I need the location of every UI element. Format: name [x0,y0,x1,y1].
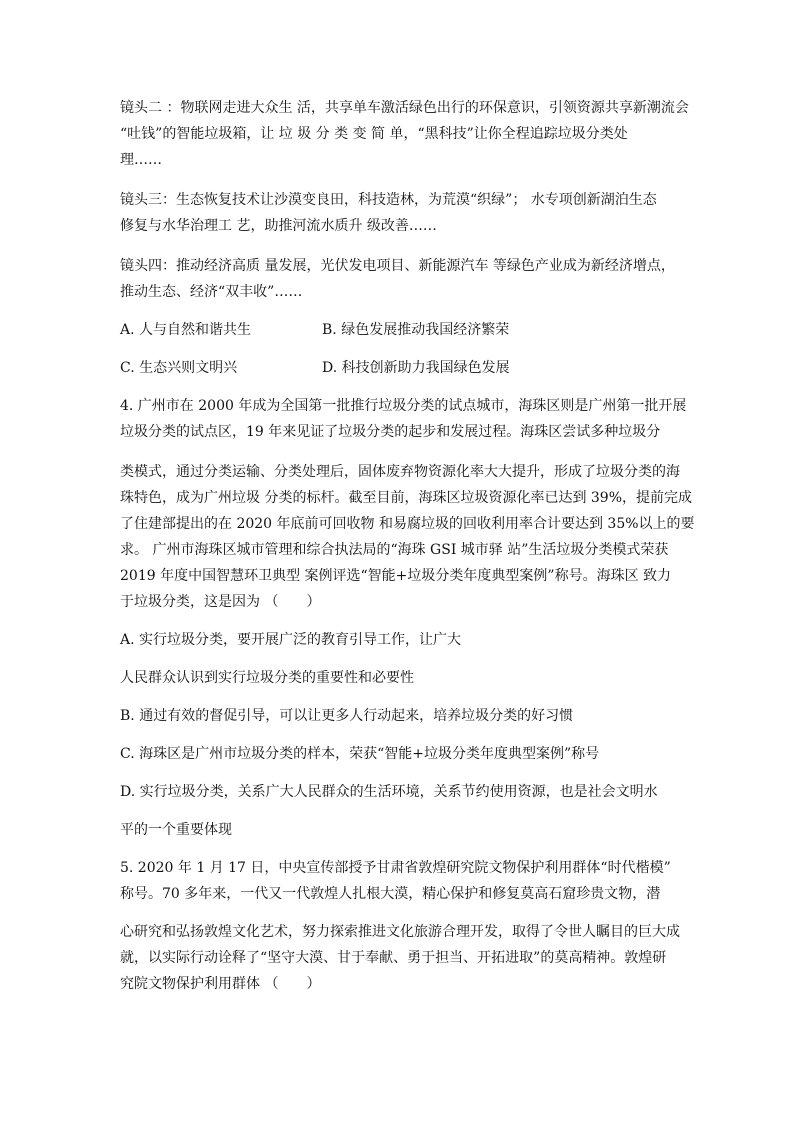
q4-option-d-line-1: D. 实行垃圾分类，关系广大人民群众的生活环境，关系节约使用资源，也是社会文明水 [120,784,658,800]
q4-line-1: 4. 广州市在 2000 年成为全国第一批推行垃圾分类的试点城市，海珠区则是广州第一批开展 [120,398,687,414]
scene2-line-1: 镜头二 ：物联网走进大众生 活，共享单车激活绿色出行的环保意识，引领资源共享新潮流会 [120,100,689,116]
scene2-line-3: 理…… [120,152,162,168]
q4-line-3: 类模式，通过分类运输、分类处理后，固体废弃物资源化率大大提升，形成了垃圾分类的海 [120,464,680,480]
q4-option-b: B. 通过有效的督促引导，可以让更多人行动起来，培养垃圾分类的好习惯 [120,708,574,724]
q4-line-7: 2019 年度中国智慧环卫典型 案例评选“智能+垃圾分类年度典型案例”称号。海珠区 致力 [120,568,672,584]
q4-line-6: 求。 广州市海珠区城市管理和综合执法局的“海珠 GSI 城市驿 站”生活垃圾分类模式荣获 [120,542,669,558]
q4-option-d-line-2: 平的一个重要体现 [120,822,232,838]
scene3-line-2: 修复与水华治理工 艺，助推河流水质升 级改善…… [120,218,437,234]
q4-line-5: 了住建部提出的在 2020 年底前可回收物 和易腐垃圾的回收利用率合计要达到 35%以上的要 [120,516,695,532]
q5-line-2: 称号。70 多年来，一代又一代敦煌人扎根大漠，精心保护和修复莫高石窟珍贵文物，潜 [120,886,661,902]
q4-line-8: 于垃圾分类，这是因为 （ ） [120,594,321,610]
q3-option-d: D. 科技创新助力我国绿色发展 [322,360,510,376]
q4-option-a-line-2: 人民群众认识到实行垃圾分类的重要性和必要性 [120,670,414,686]
q5-line-4: 就，以实际行动诠释了“坚守大漠、甘于奉献、勇于担当、开拓进取”的莫高精神。敦煌研 [120,950,667,966]
scene4-line-2: 推动生态、经济“双丰收”…… [120,284,303,300]
q4-line-2: 垃圾分类的试点区，19 年来见证了垃圾分类的起步和发展过程。海珠区尝试多种垃圾分 [120,424,661,440]
q4-option-a-line-1: A. 实行垃圾分类，要开展广泛的教育引导工作，让广大 [120,632,462,648]
q3-option-c: C. 生态兴则文明兴 [120,360,238,376]
q5-line-1: 5. 2020 年 1 月 17 日，中央宣传部授予甘肃省敦煌研究院文物保护利用群体“时代楷模” [120,860,671,876]
scene3-line-1: 镜头三：生态恢复技术让沙漠变良田，科技造林，为荒漠“织绿”； 水专项创新湖泊生态 [120,192,657,208]
q5-line-3: 心研究和弘扬敦煌文化艺术，努力探索推进文化旅游合理开发，取得了令世人瞩目的巨大成 [120,924,680,940]
scene2-line-2: “吐钱”的智能垃圾箱，让 垃 圾 分 类 变 简 单，“黑科技”让你全程追踪垃圾分类处 [120,126,628,142]
scene4-line-1: 镜头四：推动经济高质 量发展，光伏发电项目、新能源汽车 等绿色产业成为新经济增点， [120,258,675,274]
q5-line-5: 究院文物保护利用群体 （ ） [120,976,321,992]
q3-option-a: A. 人与自然和谐共生 [120,322,252,338]
q3-option-b: B. 绿色发展推动我国经济繁荣 [322,322,510,338]
q4-line-4: 珠特色，成为广州垃圾 分类的标杆。截至目前，海珠区垃圾资源化率已达到 39%，提前完成 [120,490,693,506]
q4-option-c: C. 海珠区是广州市垃圾分类的样本，荣获“智能+垃圾分类年度典型案例”称号 [120,746,600,762]
